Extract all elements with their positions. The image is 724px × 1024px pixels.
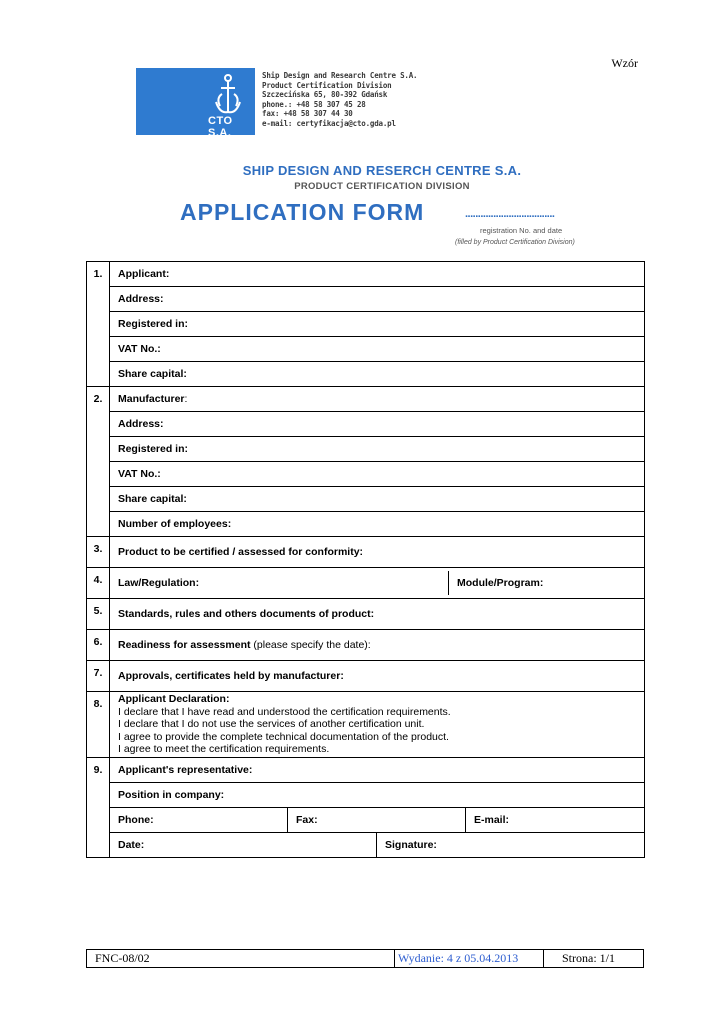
- form-title: APPLICATION FORM: [180, 199, 425, 225]
- position-label: Position in company:: [118, 788, 225, 801]
- contact-line: phone.: +48 58 307 45 28: [262, 99, 366, 109]
- contact-line: Ship Design and Research Centre S.A.: [262, 71, 418, 80]
- manufacturer-registered-field[interactable]: [110, 437, 645, 462]
- registered-label: Registered in:: [118, 443, 189, 455]
- sign-row: [110, 832, 645, 857]
- applicant-field[interactable]: [110, 262, 645, 287]
- registered-label: Registered in:: [118, 318, 189, 330]
- law-module-row: [110, 568, 645, 599]
- footer-divider: [543, 950, 544, 967]
- section-number: 5.: [87, 599, 110, 630]
- contact-line: e-mail: certyfikacja@cto.gda.pl: [262, 118, 396, 128]
- manufacturer-vat-field[interactable]: [110, 462, 645, 487]
- contact-line: fax: +48 58 307 44 30: [262, 109, 353, 118]
- contact-line: Szczecińska 65, 80-392 Gdańsk: [262, 90, 388, 99]
- fax-label: Fax:: [296, 813, 318, 826]
- law-field[interactable]: [110, 571, 449, 595]
- page-number: Strona: 1/1: [562, 951, 615, 965]
- representative-label: Applicant's representative:: [118, 763, 253, 776]
- law-label: Law/Regulation:: [118, 577, 200, 589]
- footer-divider: [394, 950, 395, 967]
- edition-info: Wydanie: 4 z 05.04.2013: [398, 951, 519, 965]
- section-number: 7.: [87, 661, 110, 692]
- applicant-address-field[interactable]: [110, 287, 645, 312]
- declaration-line: I declare that I have read and understood the certification requirements.: [118, 705, 451, 718]
- phone-label: Phone:: [118, 813, 154, 826]
- standards-field[interactable]: [110, 599, 645, 630]
- contact-row: [110, 807, 645, 832]
- declaration-title: Applicant Declaration:: [118, 693, 230, 705]
- representative-field[interactable]: [110, 757, 645, 782]
- section-number: 4.: [87, 568, 110, 599]
- approvals-field[interactable]: [110, 661, 645, 692]
- organization-title: SHIP DESIGN AND RESERCH CENTRE S.A.: [242, 163, 522, 178]
- division-title: PRODUCT CERTIFICATION DIVISION: [294, 181, 470, 192]
- section-number: 1.: [87, 262, 110, 387]
- signature-field[interactable]: [377, 833, 645, 857]
- cto-logo: [136, 68, 255, 139]
- section-number: 3.: [87, 537, 110, 568]
- applicant-label: Applicant:: [118, 268, 170, 280]
- applicant-vat-field[interactable]: [110, 337, 645, 362]
- document-footer: [86, 949, 644, 968]
- module-field[interactable]: [449, 571, 645, 595]
- application-form-table: [86, 261, 645, 858]
- email-field[interactable]: [466, 808, 645, 832]
- readiness-label: Readiness for assessment: [118, 639, 251, 651]
- address-label: Address:: [118, 293, 164, 305]
- share-capital-label: Share capital:: [118, 493, 187, 505]
- vat-label: VAT No.:: [118, 468, 161, 480]
- address-label: Address:: [118, 418, 164, 430]
- email-label: E-mail:: [474, 813, 510, 826]
- readiness-note: (please specify the date):: [250, 639, 371, 651]
- position-field[interactable]: [110, 782, 645, 807]
- filled-by-note: (filled by Product Certification Division): [455, 239, 575, 246]
- contact-line: Product Certification Division: [262, 80, 392, 90]
- manufacturer-label: Manufacturer: [118, 393, 185, 405]
- share-capital-label: Share capital:: [118, 368, 187, 380]
- readiness-field[interactable]: [110, 630, 645, 661]
- approvals-label: Approvals, certificates held by manufacturer:: [118, 670, 344, 682]
- vat-label: VAT No.:: [118, 343, 161, 355]
- declaration-line: I agree to meet the certification requirements.: [118, 743, 330, 755]
- employees-label: Number of employees:: [118, 518, 232, 530]
- applicant-share-field[interactable]: [110, 362, 645, 387]
- module-label: Module/Program:: [457, 577, 544, 589]
- manufacturer-field[interactable]: [110, 387, 645, 412]
- manufacturer-address-field[interactable]: [110, 412, 645, 437]
- product-label: Product to be certified / assessed for conformity:: [118, 546, 364, 558]
- form-code: FNC-08/02: [95, 951, 150, 965]
- section-number: 9.: [87, 757, 110, 857]
- template-label: Wzór: [611, 56, 638, 70]
- section-number: 8.: [87, 692, 110, 758]
- company-contact: [262, 71, 417, 128]
- declaration-block: [110, 692, 645, 758]
- logo-name: CTO S.A.: [208, 115, 233, 139]
- declaration-line: I declare that I do not use the services of another certification unit.: [118, 718, 425, 730]
- phone-field[interactable]: [110, 808, 288, 832]
- employees-field[interactable]: [110, 512, 645, 537]
- registration-field[interactable]: ...................................: [465, 208, 555, 220]
- applicant-registered-field[interactable]: [110, 312, 645, 337]
- section-number: 2.: [87, 387, 110, 537]
- date-label: Date:: [118, 838, 145, 851]
- manufacturer-share-field[interactable]: [110, 487, 645, 512]
- standards-label: Standards, rules and others documents of product:: [118, 608, 375, 620]
- declaration-line: I agree to provide the complete technical documentation of the product.: [118, 730, 449, 743]
- signature-label: Signature:: [385, 838, 437, 851]
- registration-caption: registration No. and date: [480, 226, 563, 235]
- section-number: 6.: [87, 630, 110, 661]
- manufacturer-colon: :: [184, 393, 188, 405]
- product-field[interactable]: [110, 537, 645, 568]
- fax-field[interactable]: [288, 808, 466, 832]
- date-field[interactable]: [110, 833, 377, 857]
